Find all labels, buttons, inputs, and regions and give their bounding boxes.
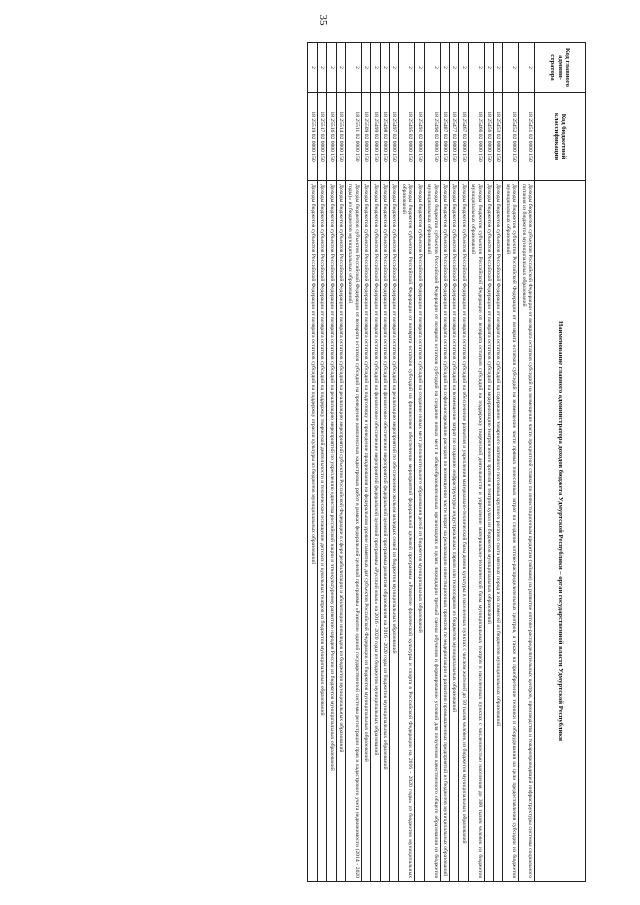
admin-code-cell: 2 <box>380 43 389 93</box>
name-cell: Доходы бюджетов субъектов Российской Федерации от возврата остатков субсидий на возмещение затрат по созданию инфраструктуры индустриальных парков или технопарков из бюджетов муниципальных образований <box>449 181 458 882</box>
admin-code-cell: 2 <box>440 43 449 93</box>
budget-code-cell: 18 25519 02 0000 150 <box>308 93 317 181</box>
header-name: Наименование главного администратора доходов бюджета Удмуртской Республики – орган государственной власти Удмуртской Республики <box>535 181 586 882</box>
header-budget-code: Код бюджетной классификации <box>535 93 586 181</box>
budget-code-cell: 18 25511 02 0000 150 <box>346 93 362 181</box>
name-cell: Доходы бюджетов субъектов Российской Федерации от возврата остатков субсидий на создание новых мест дополнительного образования детей из бюджетов муниципальных образований <box>415 181 424 882</box>
admin-code-cell: 2 <box>361 43 370 93</box>
table-header-row <box>535 43 586 882</box>
table-row <box>459 43 468 882</box>
admin-code-cell: 2 <box>308 43 317 93</box>
budget-code-cell: 18 25456 02 0000 150 <box>484 93 493 181</box>
admin-code-cell: 2 <box>449 43 458 93</box>
name-cell: Доходы бюджетов субъектов Российской Федерации от возврата остатков субсидий на финансовое обеспечение мероприятий федеральной целевой программы «Русский язык» на 2016 - 2020 годы из бюджетов муниципальных образований <box>371 181 380 882</box>
admin-code-cell: 2 <box>317 43 326 93</box>
admin-code-cell: 2 <box>399 43 415 93</box>
budget-code-cell: 18 25487 02 0000 150 <box>440 93 449 181</box>
table-row <box>317 43 326 882</box>
document-table-rotated <box>56 42 586 882</box>
revenue-codes-table <box>307 42 586 882</box>
budget-code-cell: 18 25498 02 0000 150 <box>380 93 389 181</box>
table-row <box>327 43 336 882</box>
name-cell: Доходы бюджетов субъектов Российской Федерации от возврата остатков субсидий на реализацию мероприятий по укреплению единства российской нации и этнокультурному развитию народов России из бюджетов муниципальных образований <box>327 181 336 882</box>
budget-code-cell: 18 25517 02 0000 150 <box>317 93 326 181</box>
name-cell: Доходы бюджетов субъектов Российской Федерации от возврата остатков субсидий на реализацию мероприятий субъектов Российской Федерации в сфере реабилитации и абилитации инвалидов из бюджетов муниципальных образований <box>336 181 345 882</box>
name-cell: Доходы бюджетов субъектов Российской Федерации от возврата остатков субсидий на возмещение части процентной ставки по инвестиционным кредитам (займам) на развитие оптово-распределительных центров, производства и товаропроводящей инфраструктуры системы социального питания из бюджетов муниципальных образований <box>519 181 535 882</box>
table-row <box>415 43 424 882</box>
name-cell: Доходы бюджетов субъектов Российской Федерации от возврата остатков субсидий на поддержку отрасли культуры из бюджетов муниципальных образований <box>308 181 317 882</box>
table-row <box>346 43 362 882</box>
budget-code-cell: 18 25509 02 0000 150 <box>361 93 370 181</box>
table-row <box>361 43 370 882</box>
table-row <box>503 43 519 882</box>
table-row <box>493 43 502 882</box>
table-row <box>399 43 415 882</box>
budget-code-cell: 18 25466 02 0000 150 <box>468 93 484 181</box>
admin-code-cell: 2 <box>371 43 380 93</box>
admin-code-cell: 2 <box>346 43 362 93</box>
budget-code-cell: 18 25453 02 0000 150 <box>493 93 502 181</box>
admin-code-cell: 2 <box>484 43 493 93</box>
name-cell: Доходы бюджетов субъектов Российской Федерации от возврата остатков субсидий на содержание товарного маточного поголовья крупного рогатого скота мясных пород и их помесей из бюджетов муниципальных образований <box>493 181 502 882</box>
admin-code-cell: 2 <box>493 43 502 93</box>
table-row <box>371 43 380 882</box>
name-cell: Доходы бюджетов субъектов Российской Федерации от возврата остатков субсидий на финансовое обеспечение мероприятий федеральной целевой программы «Развитие физической культуры и спорта в Российской Федерации на 2016 - 2020 годы» из бюджетов муниципальных образований <box>399 181 415 882</box>
admin-code-cell: 2 <box>459 43 468 93</box>
budget-code-cell: 18 25495 02 0000 150 <box>399 93 415 181</box>
header-admin-code: Код главного админи-стратора <box>535 43 586 93</box>
admin-code-cell: 2 <box>468 43 484 93</box>
budget-code-cell: 18 25497 02 0000 150 <box>390 93 399 181</box>
budget-code-cell: 18 25491 02 0000 150 <box>415 93 424 181</box>
table-row <box>308 43 317 882</box>
budget-code-cell: 18 25490 02 0000 150 <box>424 93 440 181</box>
admin-code-cell: 2 <box>519 43 535 93</box>
budget-code-cell: 18 25477 02 0000 150 <box>449 93 458 181</box>
name-cell: Доходы бюджетов субъектов Российской Федерации от возврата остатков субсидий на проведение комплексных кадастровых работ в рамках федеральной целевой программы «Развитие единой государственной системы регистрации прав и кадастрового учета недвижимости (2014 - 2020 годы)» из бюджетов муниципальных образований <box>346 181 362 882</box>
name-cell: Доходы бюджетов субъектов Российской Федерации от возврата остатков субсидий на поддержку творческой деятельности и укрепление материально-технической базы муниципальных театров в населенных пунктах с численностью населения до 300 тысяч человек из бюджетов муниципальных образований <box>468 181 484 882</box>
table-row <box>380 43 389 882</box>
table-row <box>390 43 399 882</box>
admin-code-cell: 2 <box>390 43 399 93</box>
admin-code-cell: 2 <box>336 43 345 93</box>
name-cell: Доходы бюджетов субъектов Российской Федерации от возврата остатков субсидий на софинансирование расходов по возмещению части затрат на реализацию инвестиционных проектов по модернизации и развитию промышленных предприятий из бюджетов муниципальных образований <box>440 181 449 882</box>
budget-code-cell: 18 25452 02 0000 150 <box>503 93 519 181</box>
budget-code-cell: 18 25499 02 0000 150 <box>371 93 380 181</box>
name-cell: Доходы бюджетов субъектов Российской Федерации от возврата остатков субсидий на финансовое обеспечение мероприятий федеральной целевой программы развития образования на 2016 - 2020 годы из бюджетов муниципальных образований <box>380 181 389 882</box>
name-cell: Доходы бюджетов субъектов Российской Федерации от возврата остатков субсидий на создание новых мест в общеобразовательных организациях в целях ликвидации третьей смены обучения и формирование условий для получения качественного общего образования из бюджетов муниципальных образований <box>424 181 440 882</box>
admin-code-cell: 2 <box>415 43 424 93</box>
admin-code-cell: 2 <box>327 43 336 93</box>
table-row <box>484 43 493 882</box>
admin-code-cell: 2 <box>503 43 519 93</box>
budget-code-cell: 18 25467 02 0000 150 <box>459 93 468 181</box>
table-row <box>424 43 440 882</box>
name-cell: Доходы бюджетов субъектов Российской Федерации от возврата остатков субсидий на реализацию мероприятий по обеспечению жильем молодых семей из бюджетов муниципальных образований <box>390 181 399 882</box>
budget-code-cell: 18 25451 02 0000 150 <box>519 93 535 181</box>
table-row <box>336 43 345 882</box>
budget-code-cell: 18 25516 02 0000 150 <box>327 93 336 181</box>
table-row <box>440 43 449 882</box>
name-cell: Доходы бюджетов субъектов Российской Федерации от возврата остатков субсидий на возмещение части прямых понесенных затрат на создание оптово-распределительных центров, а также на приобретение техники и оборудования на цели предоставления субсидии из бюджетов муниципальных образований <box>503 181 519 882</box>
name-cell: Доходы бюджетов субъектов Российской Федерации от возврата остатков субсидий на подготовку и проведение празднования на федеральном уровне памятных дат субъектов Российской Федерации из бюджетов муниципальных образований <box>361 181 370 882</box>
table-row <box>468 43 484 882</box>
name-cell: Доходы бюджетов субъектов Российской Федерации от возврата остатков субсидий на поддержку творческой деятельности и техническое оснащение детских и кукольных театров из бюджетов муниципальных образований <box>317 181 326 882</box>
table-row <box>449 43 458 882</box>
budget-code-cell: 18 25514 02 0000 150 <box>336 93 345 181</box>
table-row <box>519 43 535 882</box>
page-number: 35 <box>317 14 329 26</box>
name-cell: Доходы бюджетов субъектов Российской Федерации от возврата остатков субсидий на модернизацию театров юного зрителя и театров кукол из бюджетов муниципальных образований <box>484 181 493 882</box>
name-cell: Доходы бюджетов субъектов Российской Федерации от возврата остатков субсидий на обеспечение развития и укрепления материально-технической базы домов культуры в населенных пунктах с числом жителей до 50 тысяч человек из бюджетов муниципальных образований <box>459 181 468 882</box>
admin-code-cell: 2 <box>424 43 440 93</box>
